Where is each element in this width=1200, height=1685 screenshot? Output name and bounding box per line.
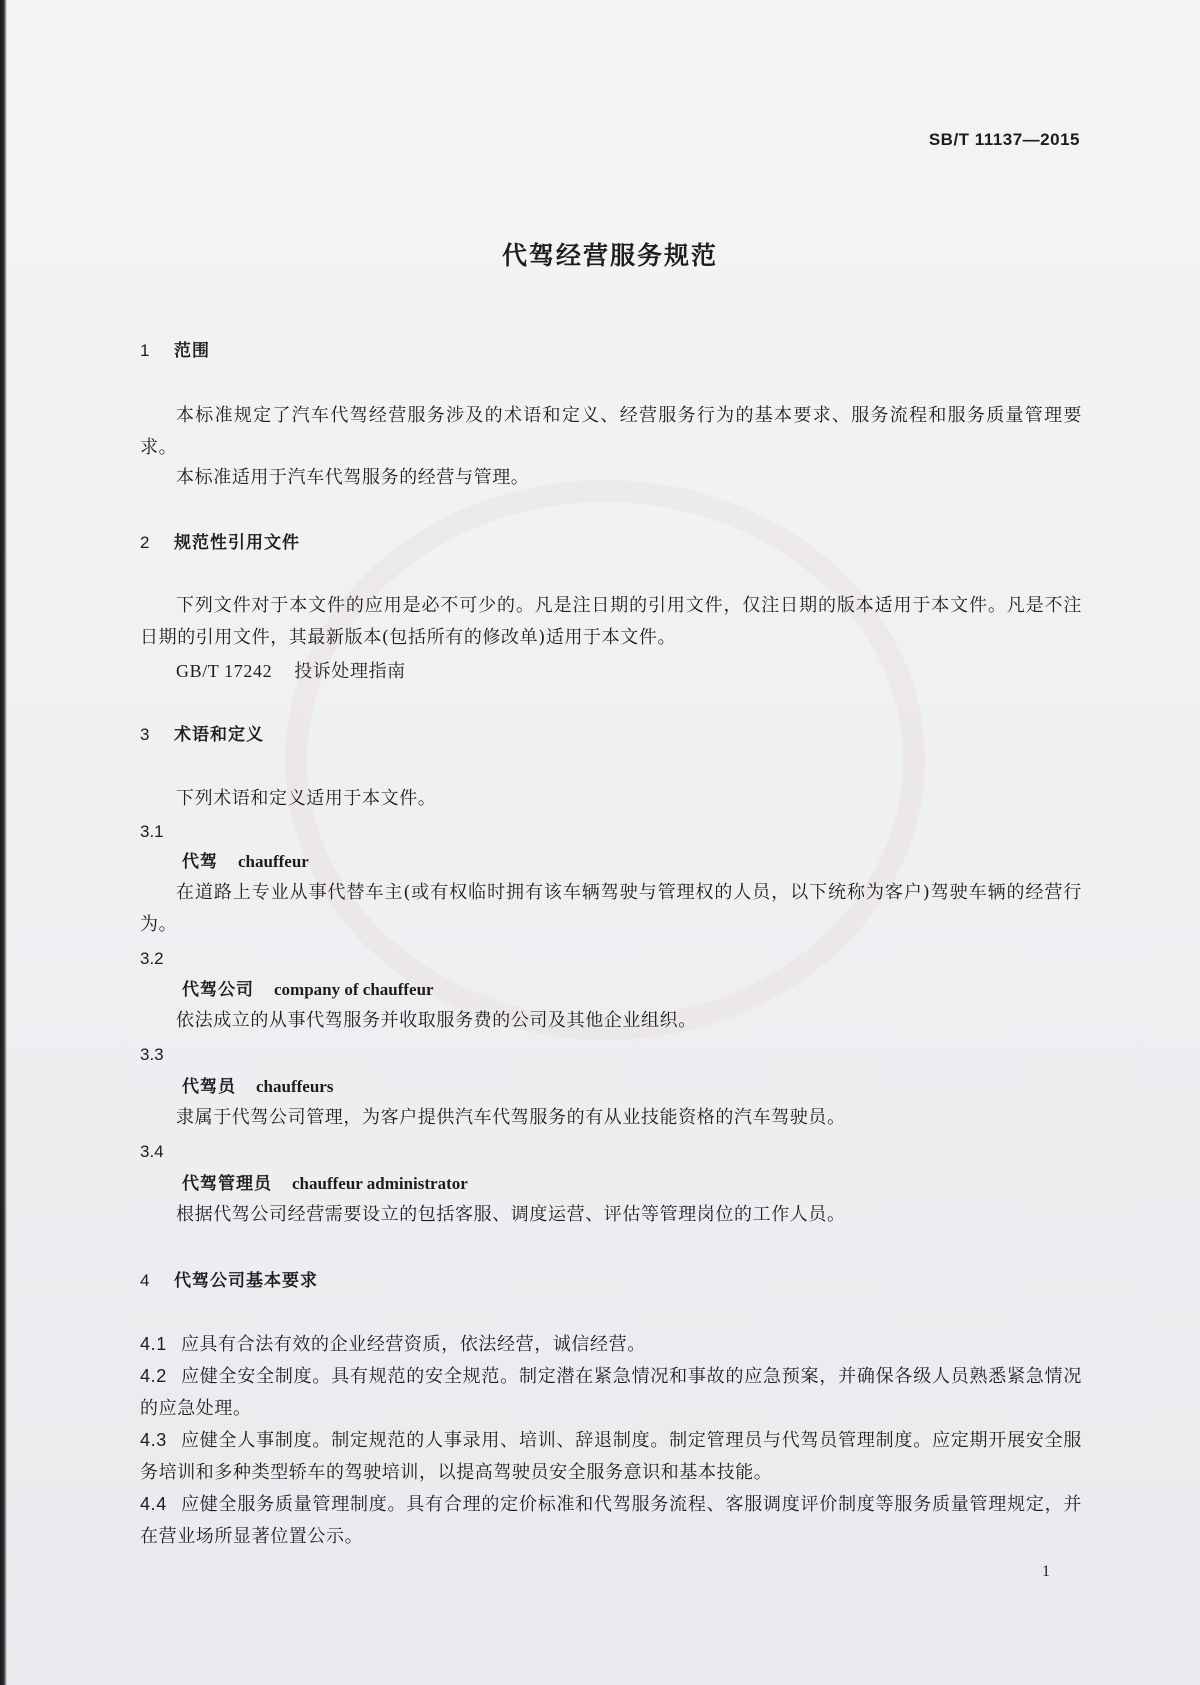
- term-en: chauffeur administrator: [292, 1174, 468, 1193]
- section-2-heading: [140, 531, 1082, 555]
- term-zh: 代驾公司: [182, 980, 254, 1000]
- section-1-paragraph-1: 本标准规定了汽车代驾经营服务涉及的术语和定义、经营服务行为的基本要求、服务流程和服务质量管理要求。: [140, 405, 1082, 458]
- term-number: 3.2: [140, 949, 164, 968]
- section-title: 规范性引用文件: [174, 533, 300, 553]
- section-number: 2: [140, 533, 151, 552]
- term-en: chauffeur: [238, 852, 309, 871]
- requirement-item: [140, 1488, 1082, 1553]
- term-en: company of chauffeur: [274, 980, 434, 999]
- requirement-number: 4.4: [140, 1494, 167, 1514]
- term-number: 3.4: [140, 1142, 164, 1161]
- page-number: 1: [1042, 1563, 1050, 1580]
- term-definition: 依法成立的从事代驾服务并收取服务费的公司及其他企业组织。: [176, 1010, 697, 1031]
- section-number: 3: [140, 725, 151, 744]
- term-number: 3.1: [140, 822, 164, 841]
- requirement-number: 4.1: [140, 1334, 167, 1354]
- requirement-item: [140, 1328, 1082, 1361]
- requirement-text: 应健全安全制度。具有规范的安全规范。制定潜在紧急情况和事故的应急预案，并确保各级人员熟悉紧急情况的应急处理。: [140, 1366, 1082, 1419]
- term-definition: 在道路上专业从事代替车主(或有权临时拥有该车辆驾驶与管理权的人员，以下统称为客户)驾驶车辆的经营行为。: [140, 882, 1082, 935]
- requirement-number: 4.2: [140, 1366, 167, 1386]
- term-zh: 代驾: [182, 852, 218, 872]
- term-number: 3.3: [140, 1045, 164, 1064]
- term-en: chauffeurs: [256, 1077, 334, 1096]
- term-zh: 代驾员: [182, 1077, 236, 1097]
- section-2-paragraph-1: 下列文件对于本文件的应用是必不可少的。凡是注日期的引用文件，仅注日期的版本适用于本文件。凡是不注日期的引用文件，其最新版本(包括所有的修改单)适用于本文件。: [140, 595, 1082, 648]
- section-number: 1: [140, 341, 151, 360]
- section-title: 代驾公司基本要求: [174, 1271, 318, 1291]
- term-definition: 隶属于代驾公司管理，为客户提供汽车代驾服务的有从业技能资格的汽车驾驶员。: [176, 1107, 846, 1128]
- term-definition: 根据代驾公司经营需要设立的包括客服、调度运营、评估等管理岗位的工作人员。: [176, 1204, 846, 1225]
- section-title: 术语和定义: [174, 725, 264, 745]
- reference-code: GB/T 17242: [176, 661, 273, 681]
- term-zh: 代驾管理员: [182, 1174, 272, 1194]
- requirement-number: 4.3: [140, 1430, 167, 1450]
- scan-binding-edge: [0, 0, 7, 1685]
- section-1-paragraph-2: 本标准适用于汽车代驾服务的经营与管理。: [176, 467, 530, 488]
- requirement-text: 应健全服务质量管理制度。具有合理的定价标准和代驾服务流程、客服调度评价制度等服务质量管理规定，并在营业场所显著位置公示。: [140, 1494, 1082, 1547]
- requirement-text: 应具有合法有效的企业经营资质，依法经营，诚信经营。: [180, 1334, 646, 1355]
- standard-code: SB/T 11137—2015: [928, 130, 1080, 149]
- requirement-item: [140, 1424, 1082, 1489]
- term-heading: [140, 850, 1124, 874]
- requirement-item: [140, 1360, 1082, 1425]
- term-heading: [140, 978, 1124, 1002]
- normative-reference: [140, 655, 1082, 688]
- term-heading: [140, 1075, 1124, 1099]
- section-number: 4: [140, 1271, 151, 1290]
- reference-title: 投诉处理指南: [294, 661, 406, 682]
- section-title: 范围: [174, 341, 210, 361]
- term-heading: [140, 1172, 1124, 1196]
- requirement-text: 应健全人事制度。制定规范的人事录用、培训、辞退制度。制定管理员与代驾员管理制度。应定期开展安全服务培训和多种类型轿车的驾驶培训，以提高驾驶员安全服务意识和基本技能。: [140, 1430, 1082, 1483]
- section-4-heading: [140, 1269, 1082, 1293]
- section-3-heading: [140, 723, 1082, 747]
- section-3-intro: 下列术语和定义适用于本文件。: [176, 788, 437, 809]
- section-1-heading: [140, 339, 1082, 363]
- document-title: 代驾经营服务规范: [501, 241, 718, 270]
